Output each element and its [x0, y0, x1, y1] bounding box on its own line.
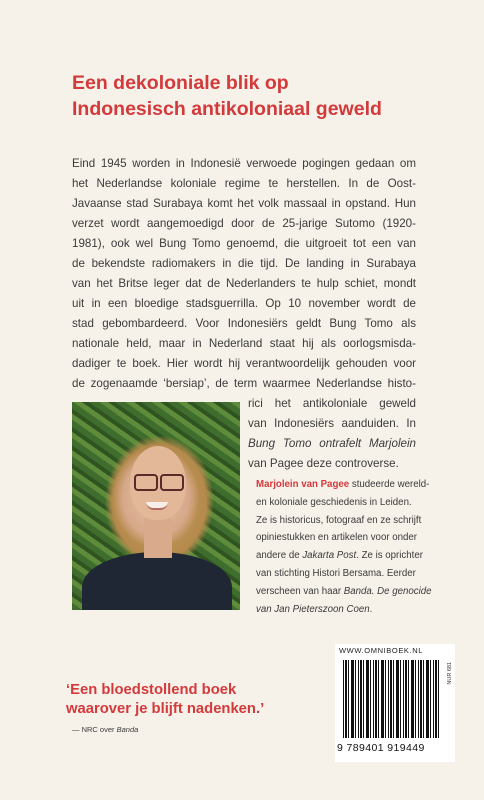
bio-italic: Jakarta Post — [302, 550, 357, 562]
barcode-icon — [343, 660, 441, 738]
quote-line-1: ‘Een bloedstollend boek — [66, 682, 237, 698]
author-name: Marjolein van Pagee — [256, 479, 350, 490]
bio-text: verscheen van haar — [256, 585, 344, 597]
blurb-line: rici het antikoloniale geweld — [248, 397, 416, 410]
bio-line: van stichting Histori Bersama. Eerder — [256, 567, 416, 579]
quote-line-2: waarover je blijft nadenken.’ — [66, 701, 265, 717]
blurb-line: stad gebombardeerd. Voor Indonesiërs geldt Bung Tomo als — [72, 317, 416, 330]
publisher-url: WWW.OMNIBOEK.NL — [339, 646, 423, 655]
bio-text: studeerde wereld- — [349, 479, 430, 490]
bio-text: . — [369, 603, 373, 615]
bio-italic: van Jan Pieterszoon Coen — [256, 603, 370, 615]
blurb-italic-title: Bung Tomo ontrafelt Marjolein — [248, 437, 416, 450]
blurb-line: van het Britse leger dat de Nederlanders te hulp schiet, mondt — [72, 277, 416, 290]
blurb-line: Eind 1945 worden in Indonesië verwoede pogingen gedaan om — [72, 157, 416, 170]
bio-line — [256, 601, 426, 619]
barcode-panel — [335, 644, 455, 762]
bio-line — [256, 583, 432, 601]
blurb-line: van Indonesiërs aanduiden. In — [248, 417, 416, 430]
photo-jacket — [82, 552, 232, 610]
blurb-line: Javaanse stad Surabaya komt het volk massaal in opstand. Hun — [72, 197, 416, 210]
review-quote — [66, 681, 316, 719]
photo-glasses-right — [160, 474, 184, 491]
blurb-text-continued — [248, 394, 416, 474]
author-photo — [72, 402, 240, 610]
bio-line: en koloniale geschiedenis in Leiden. — [256, 496, 412, 508]
bio-text: andere de — [256, 550, 303, 562]
title-line-1: Een dekoloniale blik op — [72, 72, 289, 94]
photo-neck — [144, 518, 172, 558]
blurb-line: van Pagee deze controverse. — [248, 457, 399, 470]
bio-text: . Ze is oprichter — [356, 550, 423, 562]
nur-code: NUR 681 — [447, 662, 453, 685]
quote-source-title: Banda — [116, 725, 139, 734]
blurb-line — [248, 434, 416, 454]
blurb-line: de zogenaamde ‘bersiap’, de term waarmee Nederlandse histo- — [72, 377, 416, 390]
book-title — [72, 70, 452, 122]
quote-source-prefix: — NRC over — [72, 725, 117, 734]
blurb-line: het Nederlandse koloniale regime te herstellen. In de Oost- — [72, 177, 416, 190]
bio-line — [256, 476, 430, 494]
bio-italic: Banda. De genocide — [343, 585, 432, 597]
blurb-line: verzet wordt aangemoedigd door de 25-jarige Sutomo (1920- — [72, 217, 416, 230]
blurb-line: dadiger te boek. Hier wordt hij verantwoordelijk gehouden voor — [72, 357, 416, 370]
author-bio — [256, 476, 432, 618]
blurb-line: uit in een bloedige stadsguerrilla. Op 10 november wordt de — [72, 297, 416, 310]
bio-line: Ze is historicus, fotograaf en ze schrijft — [256, 514, 422, 526]
blurb-line: nationale held, maar in Nederland staat hij als oorlogsmisda- — [72, 337, 416, 350]
quote-source — [72, 725, 138, 734]
blurb-line: de bekendste radiomakers in die tijd. De landing in Surabaya — [72, 257, 416, 270]
blurb-line: 1981), ook wel Bung Tomo genoemd, die uitgroeit tot een van — [72, 237, 416, 250]
isbn-number: 9 789401 919449 — [337, 742, 425, 754]
bio-line — [256, 547, 426, 565]
title-line-2: Indonesisch antikoloniaal geweld — [72, 98, 382, 120]
blurb-text — [72, 154, 416, 394]
photo-glasses-left — [134, 474, 158, 491]
bio-line: opiniestukken en artikelen voor onder — [256, 532, 418, 544]
